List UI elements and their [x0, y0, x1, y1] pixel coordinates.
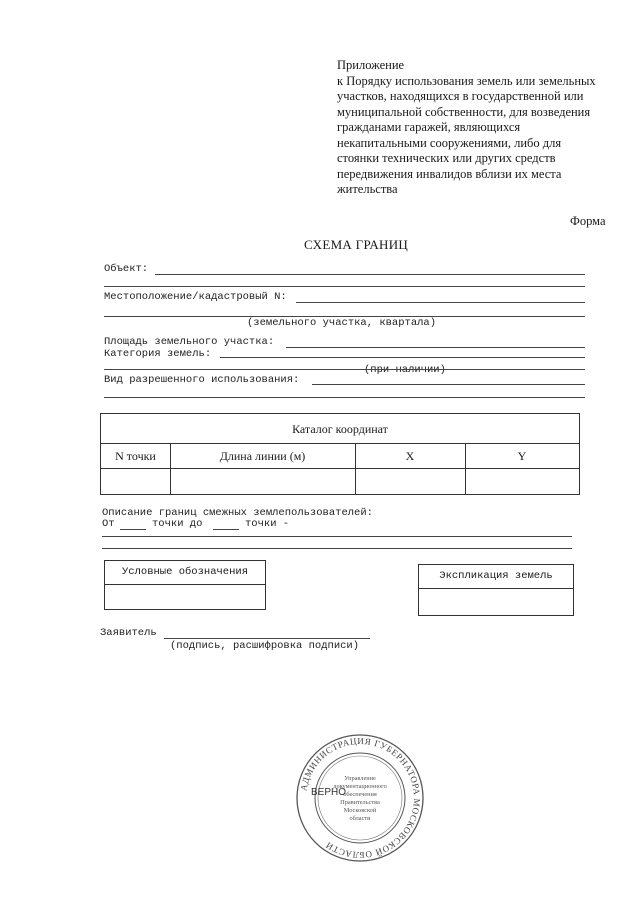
svg-text:Правительства: Правительства — [340, 799, 380, 806]
signature-line[interactable] — [164, 638, 370, 639]
legend-label: Условные обозначения — [105, 561, 265, 585]
borders-points-to: точки до — [152, 518, 203, 530]
explication-box — [418, 564, 574, 616]
borders-line[interactable] — [102, 536, 572, 537]
use-label: Вид разрешенного использования: — [104, 374, 300, 386]
to-point-blank[interactable] — [213, 529, 239, 530]
svg-text:Московской: Московской — [343, 807, 377, 814]
svg-text:АДМИНИСТРАЦИЯ ГУБЕРНАТОРА МОСК: АДМИНИСТРАЦИЯ ГУБЕРНАТОРА МОСКОВСКОЙ ОБЛАСТИ — [298, 735, 423, 861]
svg-text:документационного: документационного — [333, 783, 387, 790]
location-label: Местоположение/кадастровый N: — [104, 291, 287, 303]
appendix-line: к Порядку использования земель или земельных — [337, 73, 596, 88]
table-cell[interactable] — [101, 469, 170, 495]
appendix-line: некапитальными сооружениями, либо для — [337, 135, 562, 150]
column-header: N точки — [115, 449, 156, 463]
table-cell[interactable] — [356, 469, 465, 495]
location-line[interactable] — [296, 302, 585, 303]
category-hint: (при наличии) — [364, 364, 446, 376]
official-seal — [294, 732, 426, 864]
category-label: Категория земель: — [104, 348, 212, 360]
table-caption: Каталог координат — [101, 414, 579, 444]
seal-graphic — [294, 732, 426, 864]
area-label: Площадь земельного участка: — [104, 336, 275, 348]
page-title: СХЕМА ГРАНИЦ — [304, 237, 409, 252]
svg-text:Управление: Управление — [344, 775, 376, 782]
appendix-note — [337, 58, 627, 198]
form-label: Форма — [570, 214, 606, 228]
svg-text:области: области — [349, 815, 371, 822]
svg-text:обеспечения: обеспечения — [343, 791, 377, 798]
verno-mark: ВЕРНО — [311, 787, 347, 798]
use-line[interactable] — [312, 384, 585, 385]
appendix-line: участков, находящихся в государственной или — [337, 89, 584, 103]
borders-heading: Описание границ смежных землепользователей: — [102, 507, 373, 519]
appendix-line: муниципальной собственности, для возведения — [337, 104, 591, 119]
column-header: X — [405, 449, 415, 463]
from-point-blank[interactable] — [120, 529, 146, 530]
appendix-line: стоянки технических или других средств — [337, 151, 556, 165]
borders-points-end: точки - — [245, 518, 290, 530]
borders-line-2[interactable] — [102, 548, 572, 549]
coordinate-table — [100, 413, 580, 495]
explication-label: Экспликация земель — [419, 565, 573, 589]
area-line[interactable] — [286, 347, 585, 348]
category-line[interactable] — [220, 357, 585, 358]
appendix-line: передвижения инвалидов вблизи их места — [337, 166, 562, 181]
borders-from: От — [102, 518, 115, 530]
object-line-2[interactable] — [104, 286, 585, 287]
category-line-2[interactable] — [104, 369, 585, 370]
appendix-line: гражданами гаражей, являющихся — [337, 120, 521, 134]
applicant-label: Заявитель — [100, 627, 157, 639]
table-cell[interactable] — [171, 469, 355, 495]
object-line[interactable] — [155, 274, 585, 275]
column-header: Y — [517, 449, 527, 463]
appendix-line: жительства — [337, 182, 398, 196]
legend-box — [104, 560, 266, 610]
use-line-2[interactable] — [104, 397, 585, 398]
table-cell[interactable] — [466, 469, 579, 495]
column-header: Длина линии (м) — [219, 449, 306, 463]
appendix-line: Приложение — [337, 58, 405, 72]
object-label: Объект: — [104, 263, 149, 275]
location-hint: (земельного участка, квартала) — [247, 317, 437, 329]
signature-hint: (подпись, расшифровка подписи) — [170, 640, 360, 652]
